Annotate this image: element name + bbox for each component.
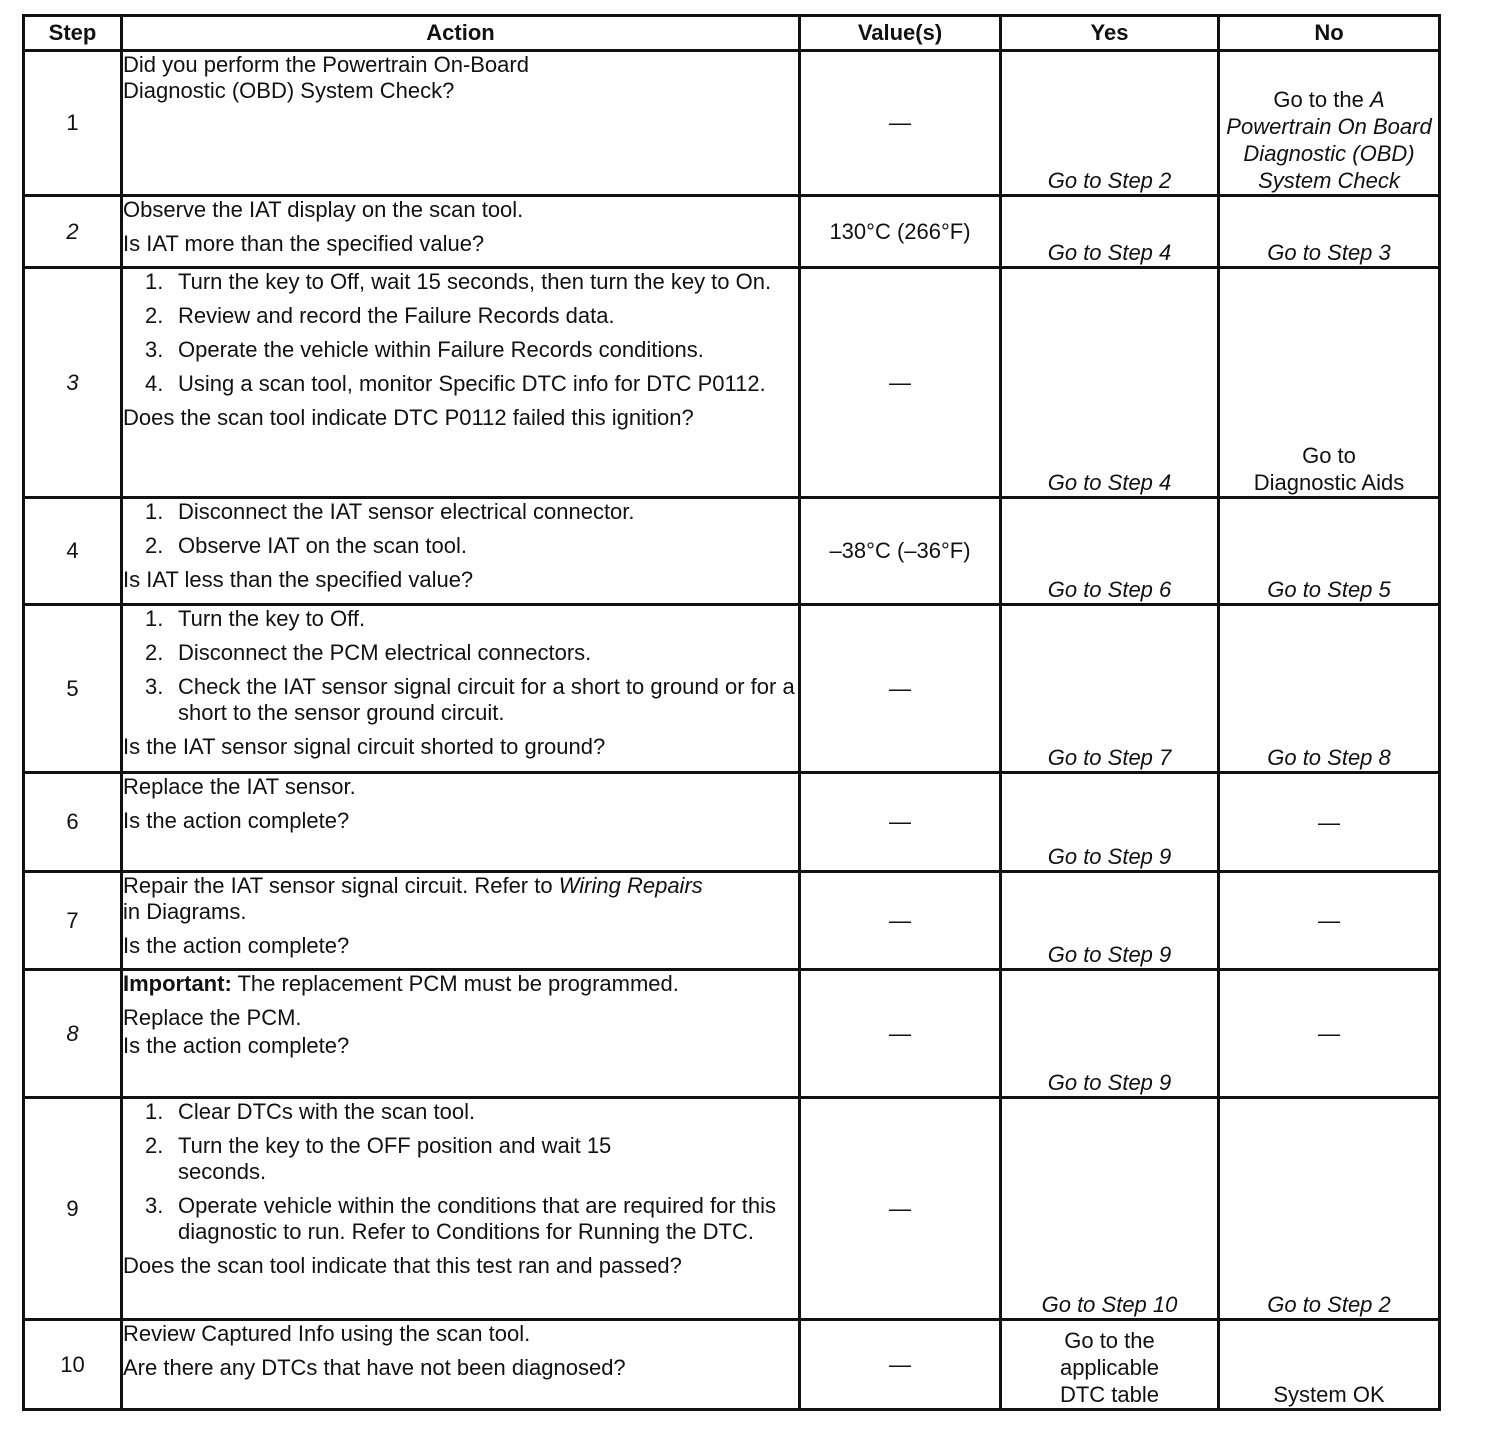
yes-link[interactable]: Go to Step 4 <box>1001 268 1219 498</box>
table-row-step-7 <box>24 872 1440 970</box>
action-text: Review Captured Info using the scan tool. <box>123 1321 531 1346</box>
action-question: Is the action complete? <box>123 1033 350 1058</box>
yes-link[interactable]: Go to Step 2 <box>1001 51 1219 196</box>
no-link-line: Go to <box>1302 443 1356 468</box>
action-step-item: 2. Disconnect the PCM electrical connectors. <box>145 640 592 665</box>
table-row-step-2 <box>24 196 1440 268</box>
table-row-step-4 <box>24 498 1440 605</box>
value-cell: — <box>800 970 1001 1098</box>
action-step-item: 4. Using a scan tool, monitor Specific DTC info for DTC P0112. <box>145 371 766 396</box>
value-cell: — <box>800 872 1001 970</box>
table-row-step-10 <box>24 1320 1440 1410</box>
action-cell <box>122 268 800 498</box>
yes-link[interactable]: Go to Step 9 <box>1001 773 1219 872</box>
action-cell <box>122 51 800 196</box>
yes-link-line: Go to the <box>1064 1328 1155 1353</box>
action-cell <box>122 605 800 773</box>
action-step-item: 2. Review and record the Failure Records data. <box>145 303 615 328</box>
header-row <box>24 16 1440 51</box>
action-question: Is IAT more than the specified value? <box>123 231 485 256</box>
value-cell: — <box>800 51 1001 196</box>
value-cell: — <box>800 605 1001 773</box>
action-question: Are there any DTCs that have not been diagnosed? <box>123 1355 626 1380</box>
table-row-step-3 <box>24 268 1440 498</box>
table-row-step-8 <box>24 970 1440 1098</box>
action-text: Replace the PCM. <box>123 1005 302 1030</box>
diagnostic-table <box>22 14 1441 1411</box>
action-text: Observe the IAT display on the scan tool. <box>123 197 524 222</box>
no-link: — <box>1219 970 1440 1098</box>
step-number: 8 <box>24 970 122 1098</box>
action-text: Repair the IAT sensor signal circuit. Refer to Wiring Repairs in Diagrams. <box>123 873 703 924</box>
yes-link[interactable]: Go to Step 7 <box>1001 605 1219 773</box>
action-cell <box>122 196 800 268</box>
action-steps <box>123 269 798 397</box>
no-link: — <box>1219 773 1440 872</box>
action-question: Is the action complete? <box>123 933 350 958</box>
yes-link[interactable] <box>1001 1320 1219 1410</box>
step-number: 9 <box>24 1098 122 1320</box>
no-link[interactable] <box>1219 268 1440 498</box>
action-step-item: 1. Disconnect the IAT sensor electrical connector. <box>145 499 635 524</box>
no-link[interactable]: Go to Step 5 <box>1219 498 1440 605</box>
action-question: Is the action complete? <box>123 808 350 833</box>
action-question: Is IAT less than the specified value? <box>123 567 474 592</box>
value-cell: — <box>800 268 1001 498</box>
step-number: 10 <box>24 1320 122 1410</box>
action-step-item: 3. Operate the vehicle within Failure Records conditions. <box>145 337 704 362</box>
step-number: 2 <box>24 196 122 268</box>
action-text: Did you perform the Powertrain On-Board Diagnostic (OBD) System Check? <box>123 52 529 103</box>
step-number: 5 <box>24 605 122 773</box>
action-steps <box>123 606 798 726</box>
header-yes: Yes <box>1001 16 1219 51</box>
yes-link[interactable]: Go to Step 6 <box>1001 498 1219 605</box>
action-step-item: 1. Turn the key to Off. <box>145 606 366 631</box>
action-step-item: 3. Operate vehicle within the conditions that are required for this diagnostic to run. Refer to Conditions for Running the DTC. <box>145 1193 776 1244</box>
step-number: 3 <box>24 268 122 498</box>
value-cell: — <box>800 1320 1001 1410</box>
yes-link-line: applicable <box>1059 1355 1160 1380</box>
table-row-step-9 <box>24 1098 1440 1320</box>
no-link: — <box>1219 872 1440 970</box>
header-step: Step <box>24 16 122 51</box>
table-row-step-5 <box>24 605 1440 773</box>
action-cell <box>122 773 800 872</box>
header-value: Value(s) <box>800 16 1001 51</box>
action-cell <box>122 498 800 605</box>
table-row-step-1 <box>24 51 1440 196</box>
action-step-item: 1. Clear DTCs with the scan tool. <box>145 1099 476 1124</box>
yes-link-line: DTC table <box>1059 1382 1160 1407</box>
no-link-line: Diagnostic Aids <box>1253 470 1405 495</box>
action-step-item: 1. Turn the key to Off, wait 15 seconds, then turn the key to On. <box>145 269 772 294</box>
action-question: Does the scan tool indicate DTC P0112 failed this ignition? <box>123 405 694 430</box>
value-cell: 130°C (266°F) <box>800 196 1001 268</box>
action-text: Replace the IAT sensor. <box>123 774 356 799</box>
action-steps <box>123 1099 798 1245</box>
action-important: Important: The replacement PCM must be programmed. <box>123 971 679 996</box>
no-result: System OK <box>1219 1320 1440 1410</box>
yes-link[interactable]: Go to Step 10 <box>1001 1098 1219 1320</box>
action-cell <box>122 1320 800 1410</box>
action-step-item: 3. Check the IAT sensor signal circuit for a short to ground or for a short to the sensor ground circuit. <box>145 674 795 725</box>
step-number: 4 <box>24 498 122 605</box>
header-action: Action <box>122 16 800 51</box>
value-cell: — <box>800 773 1001 872</box>
action-step-item: 2. Turn the key to the OFF position and wait 15 seconds. <box>145 1133 612 1184</box>
yes-link[interactable]: Go to Step 4 <box>1001 196 1219 268</box>
action-steps <box>123 499 798 559</box>
action-cell <box>122 872 800 970</box>
table-row-step-6 <box>24 773 1440 872</box>
action-question: Does the scan tool indicate that this test ran and passed? <box>123 1253 682 1278</box>
action-cell <box>122 1098 800 1320</box>
value-cell: — <box>800 1098 1001 1320</box>
yes-link[interactable]: Go to Step 9 <box>1001 970 1219 1098</box>
step-number: 7 <box>24 872 122 970</box>
no-link[interactable] <box>1219 51 1440 196</box>
value-cell: –38°C (–36°F) <box>800 498 1001 605</box>
yes-link[interactable]: Go to Step 9 <box>1001 872 1219 970</box>
step-number: 1 <box>24 51 122 196</box>
action-question: Is the IAT sensor signal circuit shorted to ground? <box>123 734 606 759</box>
header-no: No <box>1219 16 1440 51</box>
action-step-item: 2. Observe IAT on the scan tool. <box>145 533 468 558</box>
no-link-prefix: Go to the <box>1273 87 1370 112</box>
step-number: 6 <box>24 773 122 872</box>
no-link-target: A Powertrain On Board Diagnostic (OBD) System Check <box>1226 87 1432 193</box>
action-cell <box>122 970 800 1098</box>
no-link[interactable]: Go to Step 2 <box>1219 1098 1440 1320</box>
no-link[interactable]: Go to Step 8 <box>1219 605 1440 773</box>
no-link[interactable]: Go to Step 3 <box>1219 196 1440 268</box>
